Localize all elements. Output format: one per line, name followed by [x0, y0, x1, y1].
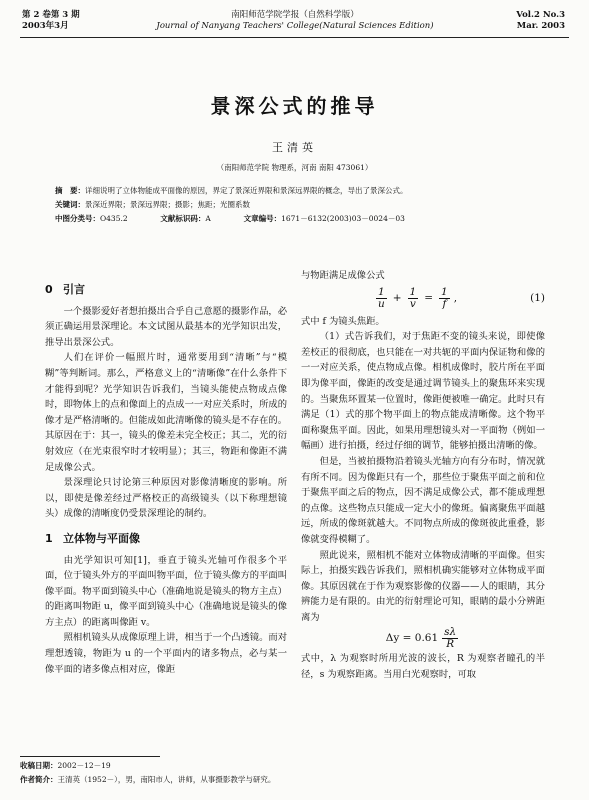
abstract-text: 详细说明了立体物能成平面像的原因，界定了景深近界限和景深远界限的概念，导出了景深公式。: [85, 186, 408, 195]
journal-volume: [516, 10, 565, 32]
paragraph: 但是，当被拍摄物沿着镜头光轴方向有分布时，情况就有所不同。因为像距只有一个，那些位于聚焦平面之前和位于聚焦平面之后的物点，因不满足成像公式，都不能成理想的点像。这些物点只能成一定大小的像斑。偏离聚焦平面越远，所成的像斑就越大。不同物点所成的像斑彼此重叠，影像就变得模糊了。: [301, 455, 545, 545]
paper-title: 景深公式的推导: [210, 94, 379, 118]
section-0-heading: [45, 282, 287, 298]
issue-volume: 第 2 卷第 3 期: [22, 10, 80, 20]
paragraph: （1）式告诉我们，对于焦距不变的镜头来说，即使像差校正的很彻底，也只能在一对共轭的平面内保证物和像的一一对应关系，使点物成点像。相机成像时，胶片所在平面即为像平面，像距的改变是通过调节镜头上的聚焦环来实现的。当聚焦环置某一位置时，像距便被唯一确定。此时只有满足（1）式的那个物平面上的物点能成清晰像。这个物平面称聚焦平面。因此，如果用理想镜头对一平面物（例如一幅画）进行拍摄，经过仔细的调节，能够拍摄出清晰的像。: [301, 331, 545, 452]
fraction: $\frac{1}{v}$: [409, 286, 417, 311]
journal-name: [150, 10, 440, 32]
right-column: [301, 268, 545, 683]
equation-2: [301, 625, 545, 651]
received-value: 2002－12－19: [57, 761, 111, 770]
classification-line: [55, 213, 535, 225]
abstract-label: 摘 要：: [55, 186, 85, 195]
keywords-text: 景深近界限；景深远界限；摄影；焦距；光圈系数: [85, 200, 250, 209]
paragraph: 与物距满足成像公式: [301, 270, 385, 281]
volume-no: Vol.2 No.3: [516, 10, 565, 20]
paragraph: 照此说来，照相机不能对立体物成清晰的平面像。但实际上，拍摄实践告诉我们，照相机确实能够对立体物成平面像。其原因就在于作为观察影像的仪器——人的眼睛，其分辨能力是有限的。由光的衍射理论可知，眼睛的最小分辨距离为: [301, 549, 545, 623]
equation-1: $\frac{1}{u}$ + $\frac{1}{v}$ = $\frac{1}{f}$ , (1): [378, 286, 545, 311]
class-number: O435.2: [100, 214, 128, 223]
paragraph: 由光学知识可知[1]，垂直于镜头光轴可作很多个平面，位于镜头外方的平面叫物平面，位于镜头像方的平面叫像平面。物平面到镜头中心（准确地说是镜头的物方主点）的距离叫物距 u，像平面到镜头中心（准确地说是镜头的像方主点）的距离叫像距 v。: [45, 554, 287, 628]
header-rule: [20, 37, 569, 38]
section-1-number: 1: [45, 531, 53, 545]
section-0-title: 引言: [63, 283, 85, 296]
footnote-rule: [20, 756, 160, 757]
journal-name-en: Journal of Nanyang Teachers' College(Natural Sciences Edition): [156, 21, 434, 31]
article-label: 文章编号：: [243, 214, 282, 223]
author-bio-text: 王清英（1952－），男，南阳市人，讲师，从事摄影教学与研究。: [57, 775, 276, 784]
section-1-title: 立体物与平面像: [63, 531, 140, 545]
author-affiliation: （南阳师范学院 物理系，河南 南阳 473061）: [216, 163, 373, 172]
journal-name-cn: 南阳师范学院学报（自然科学版）: [231, 10, 359, 20]
left-column: [45, 282, 287, 677]
fraction: $\frac{s\lambda}{R}$: [444, 625, 457, 650]
received-label: 收稿日期：: [20, 761, 58, 770]
keywords-label: 关键词：: [55, 200, 85, 209]
class-label: 中图分类号：: [55, 214, 100, 223]
article-number: 1671－6132(2003)03－0024－03: [281, 214, 405, 223]
volume-date: Mar. 2003: [516, 21, 565, 31]
equation-number: (1): [530, 291, 545, 304]
paragraph: 一个摄影爱好者想拍摄出合乎自己意愿的摄影作品，必须正确运用景深理论。本文试图从最基本的光学知识出发，推导出景深公式。: [45, 305, 287, 348]
paper-author: 王清英: [272, 141, 317, 154]
keywords: [55, 199, 535, 211]
paragraph: 人们在评价一幅照片时，通常要用到“清晰”与“模糊”等判断词。那么，严格意义上的“清晰像”在什么条件下才能得到呢？光学知识告诉我们，当镜头能使点物成点像时，即物体上的点和像面上的点成一一对应关系时，所成的像才是严格清晰的。但能成如此清晰像的镜头是不存在的。其原因在于：其一，镜头的像差未完全校正；其二，光的衍射效应（在光束很窄时才较明显）；其三，物距和像距不满足成像公式。: [45, 352, 287, 473]
fraction: $\frac{1}{f}$: [441, 286, 448, 311]
doc-label: 文献标识码：: [160, 214, 206, 223]
author-bio: [20, 774, 275, 786]
issue-date: 2003年3月: [22, 21, 69, 31]
section-1-heading: [45, 531, 287, 547]
paragraph: 照相机镜头从成像原理上讲，相当于一个凸透镜。而对理想透镜，物距为 u 的一个平面内的诸多物点，必与某一像平面的诸多像点相对应，像距: [45, 632, 287, 675]
received-date: [20, 760, 111, 772]
paragraph: 式中 f 为镜头焦距。: [301, 315, 385, 327]
fraction: $\frac{1}{u}$: [378, 286, 385, 311]
equation-2-lhs: Δy = 0.61: [385, 631, 439, 644]
journal-issue: [22, 10, 80, 32]
author-bio-label: 作者简介：: [20, 775, 58, 784]
abstract: [55, 185, 535, 197]
section-0-number: 0: [45, 283, 53, 296]
paragraph: 景深理论只讨论第三种原因对影像清晰度的影响。所以，即使是像差经过严格校正的高级镜头（以下称理想镜头）成像的清晰度仍受景深理论的制约。: [45, 477, 287, 520]
paragraph: 式中，λ 为观察时所用光波的波长，R 为观察者瞳孔的半径，s 为观察距离。当用白光观察时，可取: [301, 653, 545, 681]
doc-code: A: [205, 214, 211, 223]
